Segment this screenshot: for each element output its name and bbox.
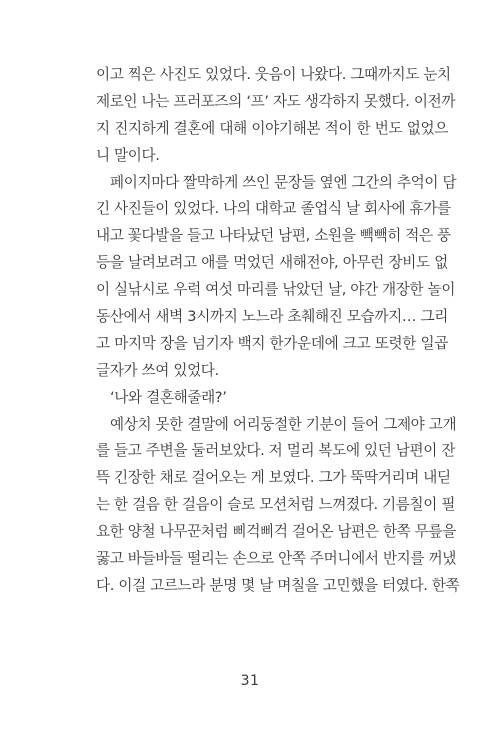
text-line: 는 한 걸음 한 걸음이 슬로 모션처럼 느껴졌다. 기름칠이 필	[96, 496, 456, 514]
text-line: 제로인 나는 프러포즈의 ‘프’ 자도 생각하지 못했다. 이전까	[96, 92, 456, 110]
text-line: 요한 양철 나무꾼처럼 삐걱삐걱 걸어온 남편은 한쪽 무릎을	[96, 523, 456, 541]
text-line: 이 실낚시로 우럭 여섯 마리를 낚았던 날, 야간 개장한 놀이	[96, 281, 456, 299]
text-line: 지 진지하게 결혼에 대해 이야기해본 적이 한 번도 없었으	[96, 119, 448, 137]
text-line: 예상치 못한 결말에 어리둥절한 기분이 들어 그제야 고개	[110, 415, 457, 433]
text-line: 글자가 쓰여 있었다.	[96, 361, 219, 379]
text-line: 이고 찍은 사진도 있었다. 웃음이 나왔다. 그때까지도 눈치	[96, 66, 451, 83]
text-line: 동산에서 새벽 3시까지 노느라 초췌해진 모습까지… 그리	[96, 308, 448, 326]
body-text	[96, 62, 460, 600]
text-line: 꿇고 바들바들 떨리는 손으로 안쪽 주머니에서 반지를 꺼냈	[96, 550, 456, 568]
text-line: 니 말이다.	[96, 146, 160, 164]
text-line: 뜩 긴장한 채로 걸어오는 게 보였다. 그가 뚝딱거리며 내딛	[96, 469, 451, 487]
text-line: 를 들고 주변을 둘러보았다. 저 멀리 복도에 있던 남편이 잔	[96, 442, 456, 460]
text-line: 고 마지막 장을 넘기자 백지 한가운데에 크고 또렷한 일곱	[96, 334, 448, 352]
page-number: 31	[240, 673, 260, 689]
text-line: 등을 날려보려고 애를 먹었던 새해전야, 아무런 장비도 없	[96, 254, 448, 272]
text-line: 긴 사진들이 있었다. 나의 대학교 졸업식 날 회사에 휴가를	[96, 200, 451, 218]
text-line: 페이지마다 짤막하게 쓰인 문장들 옆엔 그간의 추억이 담	[110, 173, 457, 191]
text-line: 다. 이걸 고르느라 분명 몇 날 며칠을 고민했을 터였다. 한쪽	[96, 576, 460, 594]
text-line: 내고 꽃다발을 들고 나타났던 남편, 소원을 빽빽히 적은 풍	[96, 227, 451, 245]
text-line: ‘나와 결혼해줄래?’	[110, 388, 227, 406]
